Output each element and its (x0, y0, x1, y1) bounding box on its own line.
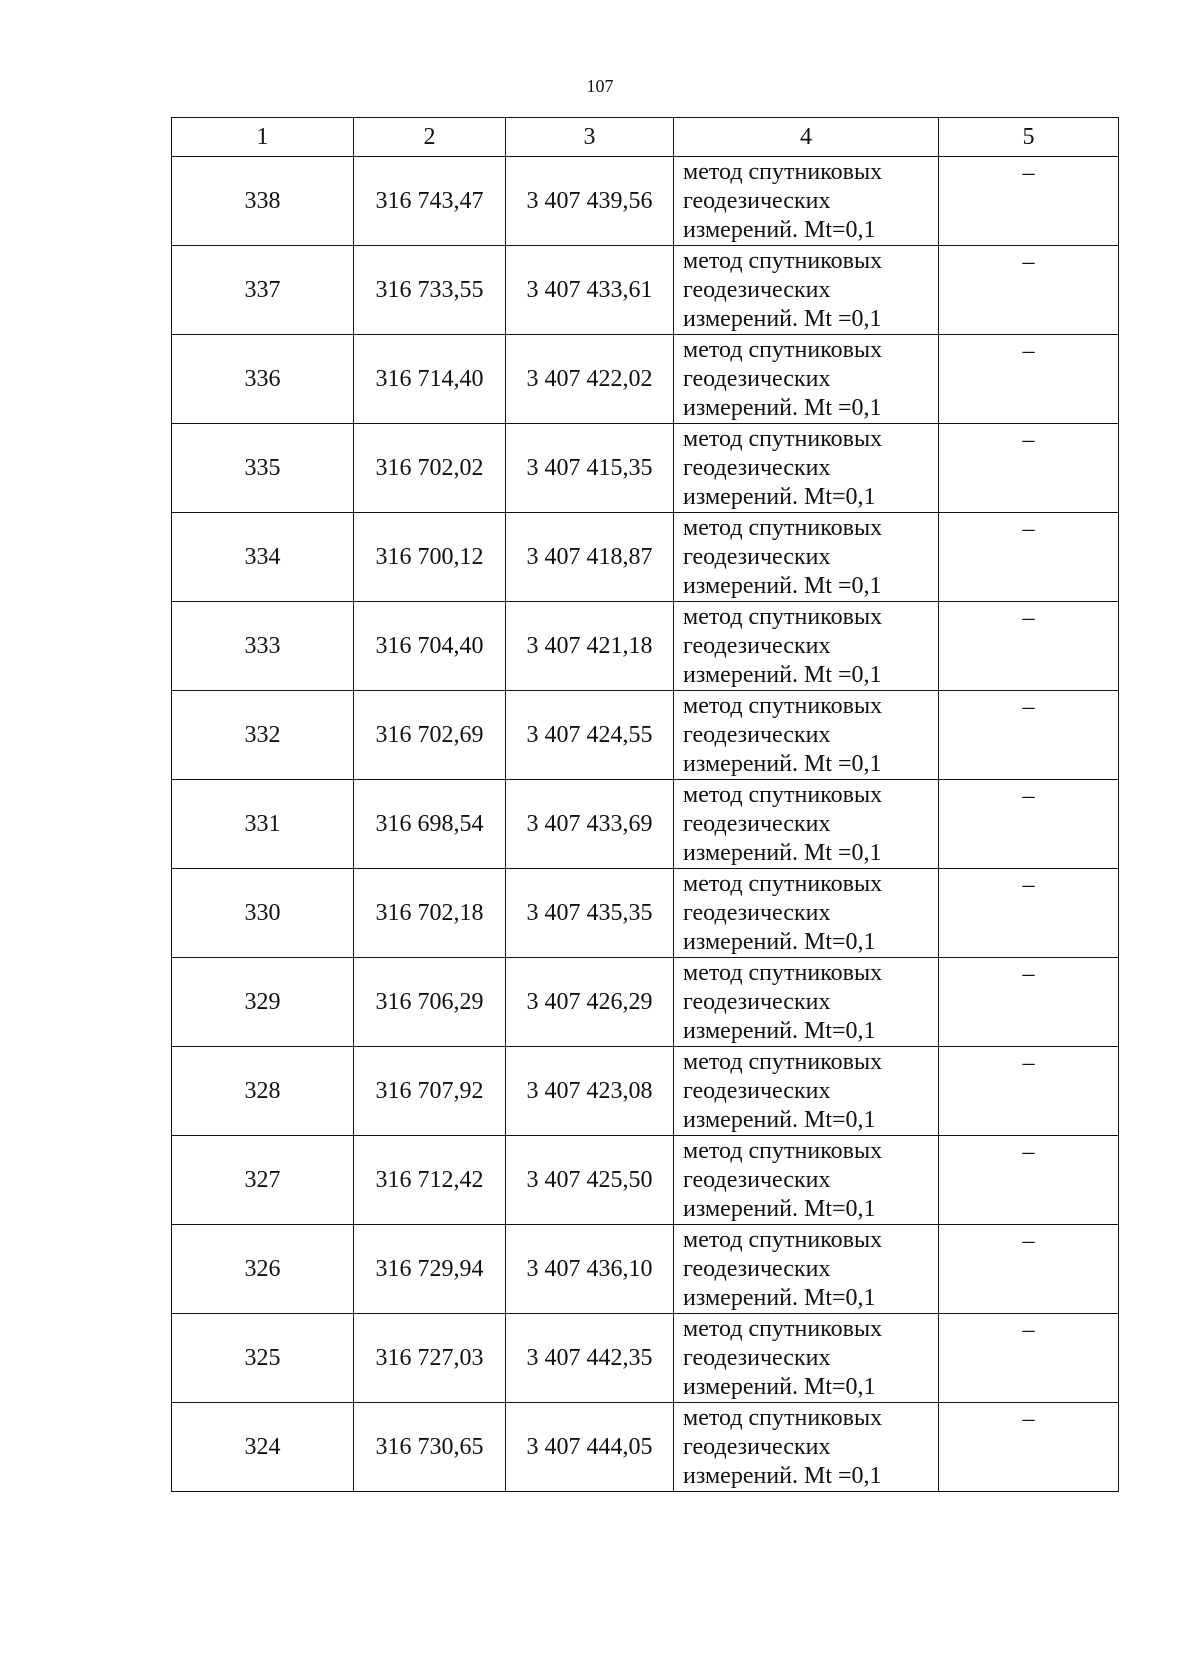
y-coordinate-cell: 3 407 436,10 (506, 1225, 674, 1314)
note-dash: – (1022, 783, 1035, 809)
table-row (172, 1225, 1119, 1314)
table-row (172, 335, 1119, 424)
x-coordinate-cell: 316 702,69 (354, 691, 506, 780)
note-dash: – (1022, 338, 1035, 364)
note-dash: – (1022, 516, 1035, 542)
note-dash: – (1022, 1317, 1035, 1343)
note-dash: – (1022, 1406, 1035, 1432)
x-coordinate-cell: 316 712,42 (354, 1136, 506, 1225)
table-row (172, 1403, 1119, 1492)
point-number-cell: 329 (172, 958, 354, 1047)
y-coordinate-cell: 3 407 433,69 (506, 780, 674, 869)
method-text: метод спутниковых геодезических измерений. Mt=0,1 (683, 425, 883, 510)
table-row (172, 691, 1119, 780)
method-cell (674, 335, 939, 424)
y-coordinate-cell: 3 407 422,02 (506, 335, 674, 424)
x-coordinate-cell: 316 704,40 (354, 602, 506, 691)
method-text: метод спутниковых геодезических измерений. Mt =0,1 (683, 781, 883, 866)
point-number-cell: 333 (172, 602, 354, 691)
method-text: метод спутниковых геодезических измерений. Mt=0,1 (683, 1137, 883, 1222)
table-row (172, 513, 1119, 602)
method-cell (674, 513, 939, 602)
note-cell (939, 424, 1119, 513)
table-row (172, 602, 1119, 691)
note-cell (939, 246, 1119, 335)
note-cell (939, 1047, 1119, 1136)
method-cell (674, 602, 939, 691)
x-coordinate-cell: 316 702,18 (354, 869, 506, 958)
table-row (172, 424, 1119, 513)
note-cell (939, 780, 1119, 869)
note-dash: – (1022, 694, 1035, 720)
method-text: метод спутниковых геодезических измерений. Mt =0,1 (683, 336, 883, 421)
x-coordinate-cell: 316 706,29 (354, 958, 506, 1047)
table-row (172, 246, 1119, 335)
method-cell (674, 1225, 939, 1314)
method-cell (674, 246, 939, 335)
note-cell (939, 1314, 1119, 1403)
point-number-cell: 334 (172, 513, 354, 602)
x-coordinate-cell: 316 698,54 (354, 780, 506, 869)
point-number-cell: 332 (172, 691, 354, 780)
header-column-5: 5 (939, 118, 1119, 157)
y-coordinate-cell: 3 407 426,29 (506, 958, 674, 1047)
note-cell (939, 157, 1119, 246)
y-coordinate-cell: 3 407 442,35 (506, 1314, 674, 1403)
note-dash: – (1022, 605, 1035, 631)
method-text: метод спутниковых геодезических измерений. Mt=0,1 (683, 1048, 883, 1133)
method-text: метод спутниковых геодезических измерений. Mt =0,1 (683, 692, 883, 777)
note-cell (939, 513, 1119, 602)
header-column-2: 2 (354, 118, 506, 157)
y-coordinate-cell: 3 407 425,50 (506, 1136, 674, 1225)
table-row (172, 780, 1119, 869)
method-text: метод спутниковых геодезических измерений. Mt=0,1 (683, 1226, 883, 1311)
y-coordinate-cell: 3 407 415,35 (506, 424, 674, 513)
note-cell (939, 335, 1119, 424)
point-number-cell: 338 (172, 157, 354, 246)
x-coordinate-cell: 316 707,92 (354, 1047, 506, 1136)
y-coordinate-cell: 3 407 439,56 (506, 157, 674, 246)
method-cell (674, 869, 939, 958)
note-dash: – (1022, 427, 1035, 453)
page-number: 107 (586, 76, 614, 96)
x-coordinate-cell: 316 714,40 (354, 335, 506, 424)
note-cell (939, 1136, 1119, 1225)
point-number-cell: 325 (172, 1314, 354, 1403)
note-dash: – (1022, 1228, 1035, 1254)
x-coordinate-cell: 316 743,47 (354, 157, 506, 246)
x-coordinate-cell: 316 702,02 (354, 424, 506, 513)
x-coordinate-cell: 316 700,12 (354, 513, 506, 602)
point-number-cell: 328 (172, 1047, 354, 1136)
method-cell (674, 958, 939, 1047)
method-text: метод спутниковых геодезических измерений. Mt =0,1 (683, 514, 883, 599)
point-number-cell: 331 (172, 780, 354, 869)
y-coordinate-cell: 3 407 433,61 (506, 246, 674, 335)
method-cell (674, 1403, 939, 1492)
point-number-cell: 326 (172, 1225, 354, 1314)
table-row (172, 1047, 1119, 1136)
y-coordinate-cell: 3 407 444,05 (506, 1403, 674, 1492)
note-dash: – (1022, 1139, 1035, 1165)
table-row (172, 869, 1119, 958)
table-row (172, 1136, 1119, 1225)
point-number-cell: 324 (172, 1403, 354, 1492)
table-body (172, 157, 1119, 1492)
method-text: метод спутниковых геодезических измерений. Mt=0,1 (683, 870, 883, 955)
point-number-cell: 330 (172, 869, 354, 958)
method-cell (674, 691, 939, 780)
note-dash: – (1022, 160, 1035, 186)
y-coordinate-cell: 3 407 423,08 (506, 1047, 674, 1136)
note-dash: – (1022, 961, 1035, 987)
method-text: метод спутниковых геодезических измерений. Mt =0,1 (683, 247, 883, 332)
note-dash: – (1022, 1050, 1035, 1076)
note-cell (939, 958, 1119, 1047)
method-text: метод спутниковых геодезических измерений. Mt=0,1 (683, 1315, 883, 1400)
method-text: метод спутниковых геодезических измерений. Mt =0,1 (683, 1404, 883, 1489)
x-coordinate-cell: 316 733,55 (354, 246, 506, 335)
y-coordinate-cell: 3 407 424,55 (506, 691, 674, 780)
x-coordinate-cell: 316 730,65 (354, 1403, 506, 1492)
x-coordinate-cell: 316 727,03 (354, 1314, 506, 1403)
method-text: метод спутниковых геодезических измерений. Mt =0,1 (683, 603, 883, 688)
note-dash: – (1022, 872, 1035, 898)
header-column-1: 1 (172, 118, 354, 157)
note-cell (939, 602, 1119, 691)
method-text: метод спутниковых геодезических измерений. Mt=0,1 (683, 158, 883, 243)
note-cell (939, 1403, 1119, 1492)
method-cell (674, 1136, 939, 1225)
point-number-cell: 337 (172, 246, 354, 335)
note-dash: – (1022, 249, 1035, 275)
y-coordinate-cell: 3 407 418,87 (506, 513, 674, 602)
note-cell (939, 1225, 1119, 1314)
point-number-cell: 335 (172, 424, 354, 513)
method-cell (674, 424, 939, 513)
table-row (172, 958, 1119, 1047)
table-header (172, 118, 1119, 157)
header-column-4: 4 (674, 118, 939, 157)
header-column-3: 3 (506, 118, 674, 157)
y-coordinate-cell: 3 407 435,35 (506, 869, 674, 958)
x-coordinate-cell: 316 729,94 (354, 1225, 506, 1314)
point-number-cell: 327 (172, 1136, 354, 1225)
y-coordinate-cell: 3 407 421,18 (506, 602, 674, 691)
header-row (172, 118, 1119, 157)
note-cell (939, 691, 1119, 780)
method-text: метод спутниковых геодезических измерений. Mt=0,1 (683, 959, 883, 1044)
point-number-cell: 336 (172, 335, 354, 424)
method-cell (674, 157, 939, 246)
coordinates-table (171, 117, 1119, 1492)
method-cell (674, 1314, 939, 1403)
table-row (172, 1314, 1119, 1403)
method-cell (674, 780, 939, 869)
method-cell (674, 1047, 939, 1136)
note-cell (939, 869, 1119, 958)
table-row (172, 157, 1119, 246)
